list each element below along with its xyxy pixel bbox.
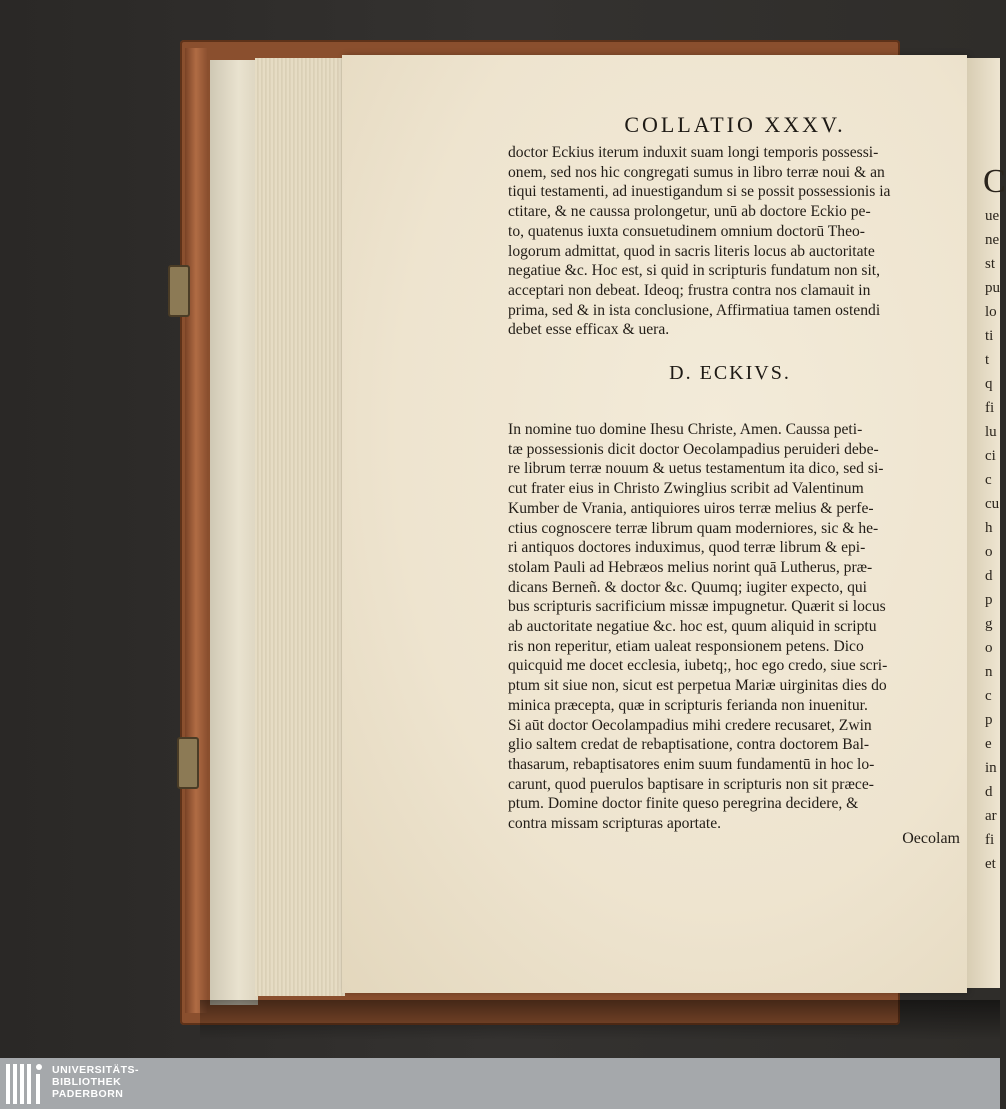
facing-page-fragment: o bbox=[985, 544, 993, 560]
library-name-line: PADERBORN bbox=[52, 1088, 124, 1100]
text-line: thasarum, rebaptisatores enim suum fundamentū in hoc lo- bbox=[508, 755, 875, 773]
text-line: ris non reperitur, etiam ualeat responsionem petens. Dico bbox=[508, 637, 864, 655]
facing-page-fragment: ue bbox=[985, 208, 1000, 224]
text-line: acceptari non debeat. Ideoq; frustra contra nos clamauit in bbox=[508, 281, 871, 299]
text-line: tiqui testamenti, ad inuestigandum si se possit possessionis ia bbox=[508, 183, 891, 201]
text-line: minica præcepta, quæ in scripturis ferianda non inuenitur. bbox=[508, 696, 868, 714]
facing-page-fragment: t bbox=[985, 352, 990, 368]
text-line: prima, sed & in ista conclusione, Affirmatiua tamen ostendi bbox=[508, 301, 881, 319]
footer-bar bbox=[0, 1058, 1000, 1109]
text-line: onem, sed nos hic congregati sumus in libro terræ noui & an bbox=[508, 163, 885, 181]
text-line: contra missam scripturas aportate. bbox=[508, 815, 722, 833]
facing-page-fragment: in bbox=[985, 760, 997, 776]
text-line: ri antiquos doctores induximus, quod terræ librum & epi- bbox=[508, 539, 866, 557]
facing-page-fragment: g bbox=[985, 616, 993, 632]
text-line: stolam Pauli ad Hebræos melius norint quā Lutherus, præ- bbox=[508, 558, 873, 576]
text-line: negatiue &c. Hoc est, si quid in scripturis fundatum non sit, bbox=[508, 262, 881, 280]
facing-page-fragment: q bbox=[985, 376, 993, 392]
running-head: COLLATIO XXXV. bbox=[624, 112, 846, 137]
facing-page-fragment: c bbox=[985, 688, 992, 704]
text-line: glio saltem credat de rebaptisatione, contra doctorem Bal- bbox=[508, 736, 870, 754]
speaker-heading: D. ECKIVS. bbox=[669, 362, 791, 384]
facing-page-fragment: c bbox=[985, 472, 992, 488]
clasp-upper bbox=[168, 265, 190, 317]
text-line: tæ possessionis dicit doctor Oecolampadius peruideri debe- bbox=[508, 440, 879, 458]
catchword: Oecolam bbox=[902, 830, 960, 847]
flyleaf bbox=[210, 60, 258, 1005]
facing-page-fragment: ne bbox=[985, 232, 1000, 248]
text-line: dicans Berneñ. & doctor &c. Quumq; iugiter expecto, qui bbox=[508, 578, 867, 596]
facing-page-fragment: e bbox=[985, 736, 992, 752]
facing-page-fragment: p bbox=[985, 592, 993, 608]
facing-page-fragment: ar bbox=[985, 808, 997, 824]
facing-page-fragment: fi bbox=[985, 400, 995, 416]
page-stack bbox=[255, 58, 345, 996]
facing-page-fragment: o bbox=[985, 640, 993, 656]
second-paragraph bbox=[508, 420, 960, 834]
text-line: ptum. Domine doctor finite queso peregrina decidere, & bbox=[508, 795, 859, 813]
facing-page-fragment: C bbox=[983, 163, 1006, 200]
facing-page-fragment: h bbox=[985, 520, 993, 536]
text-line: re librum terræ nouum & uetus testamentum ita dico, sed si- bbox=[508, 460, 884, 478]
text-line: ab auctoritate negatiue &c. hoc est, quum aliquid in scriptu bbox=[508, 618, 877, 636]
text-line: ctitare, & ne caussa prolongetur, unū ab doctore Eckio pe- bbox=[508, 203, 871, 221]
facing-page-fragment: fi bbox=[985, 832, 995, 848]
text-line: bus scripturis sacrificium missæ impugnetur. Quærit si locus bbox=[508, 598, 886, 616]
facing-page-fragment: lo bbox=[985, 304, 997, 320]
facing-page-edge bbox=[967, 58, 1006, 988]
facing-page-fragment: ti bbox=[985, 328, 994, 344]
text-line: Si aūt doctor Oecolampadius mihi credere recusaret, Zwin bbox=[508, 716, 872, 734]
book-shadow bbox=[200, 1000, 1000, 1040]
text-line: doctor Eckius iterum induxit suam longi temporis possessi- bbox=[508, 144, 879, 161]
text-line: logorum admittat, quod in sacris literis locus ab auctoritate bbox=[508, 242, 875, 260]
text-line: ptum sit siue non, sicut est perpetua Mariæ uirginitas dies do bbox=[508, 677, 887, 695]
text-line: quicquid me docet ecclesia, iubetq;, hoc ego credo, siue scri- bbox=[508, 657, 888, 675]
facing-page-fragment: d bbox=[985, 568, 993, 584]
text-line: carunt, quod puerulos baptisare in scripturis non sit præce- bbox=[508, 775, 874, 793]
facing-page-fragment: st bbox=[985, 256, 996, 272]
text-line: ctius cognoscere terræ librum quam moderniores, sic & he- bbox=[508, 519, 879, 537]
book-spine-edge bbox=[185, 48, 207, 1013]
facing-page-fragment: et bbox=[985, 856, 996, 872]
facing-page-fragment: lu bbox=[985, 424, 997, 440]
text-line: In nomine tuo domine Ihesu Christe, Amen. Caussa peti- bbox=[508, 421, 863, 438]
facing-page-fragment: p bbox=[985, 712, 993, 728]
text-line: to, quatenus iuxta consuetudinem omnium doctorū Theo- bbox=[508, 222, 866, 240]
text-line: debet esse efficax & uera. bbox=[508, 321, 670, 339]
library-name bbox=[52, 1064, 139, 1100]
library-name-line: UNIVERSITÄTS- bbox=[52, 1064, 140, 1076]
library-name-line: BIBLIOTHEK bbox=[52, 1076, 122, 1088]
facing-page-fragment: cu bbox=[985, 496, 1000, 512]
clasp-lower bbox=[177, 737, 199, 789]
text-line: Kumber de Vrania, antiquiores uiros terræ melius & perfe- bbox=[508, 499, 874, 517]
facing-page-fragment: pu bbox=[985, 280, 1000, 296]
facing-page-fragment: n bbox=[985, 664, 993, 680]
first-paragraph bbox=[508, 143, 960, 340]
facing-page-fragment: ci bbox=[985, 448, 996, 464]
facing-page-fragment: d bbox=[985, 784, 993, 800]
text-line: cut frater eius in Christo Zwinglius scribit ad Valentinum bbox=[508, 480, 864, 498]
library-logo-icon bbox=[6, 1064, 42, 1104]
